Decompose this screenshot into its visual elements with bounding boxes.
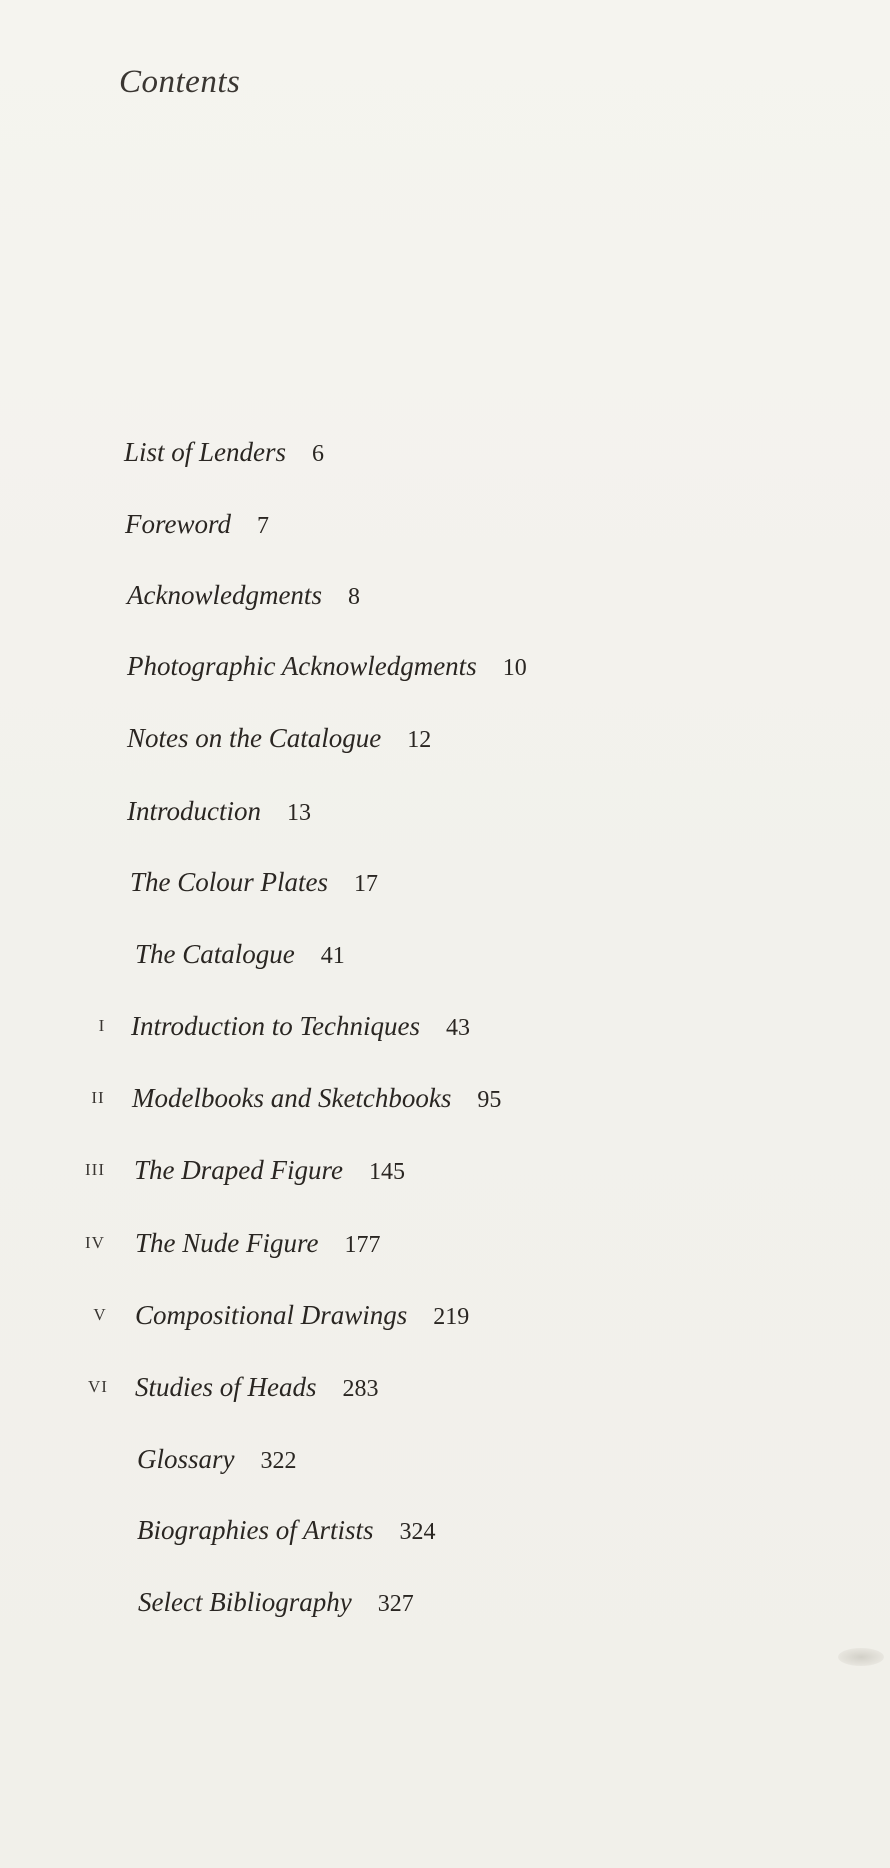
toc-entry xyxy=(127,575,360,615)
toc-entry xyxy=(134,1150,405,1190)
toc-entry-page: 95 xyxy=(477,1087,502,1113)
toc-entry-page: 8 xyxy=(347,584,360,610)
toc-entry-page: 145 xyxy=(368,1159,405,1185)
toc-entry-title: Studies of Heads xyxy=(135,1372,317,1402)
toc-entry-page: 17 xyxy=(354,871,379,897)
toc-entry-title: Introduction xyxy=(127,796,261,826)
toc-entry-page: 6 xyxy=(312,441,325,467)
toc-entry-page: 43 xyxy=(445,1015,470,1041)
toc-entry xyxy=(138,1582,414,1622)
chapter-numeral: I xyxy=(98,1016,106,1035)
toc-entry xyxy=(125,504,269,544)
toc-entry-page: 13 xyxy=(287,800,311,826)
toc-entry-title: The Colour Plates xyxy=(130,867,329,897)
toc-entry-page: 324 xyxy=(399,1519,436,1545)
toc-entry-page: 283 xyxy=(342,1376,379,1402)
toc-entry-page: 41 xyxy=(320,943,345,969)
toc-entry-page: 177 xyxy=(344,1232,381,1258)
toc-entry xyxy=(127,791,311,831)
toc-entry xyxy=(137,1510,436,1550)
toc-entry xyxy=(130,862,378,902)
toc-entry xyxy=(135,1223,380,1263)
toc-entry-title: Notes on the Catalogue xyxy=(127,723,382,753)
toc-entry-title: Select Bibliography xyxy=(138,1587,352,1617)
toc-entry-title: List of Lenders xyxy=(124,437,287,467)
toc-entry xyxy=(127,646,527,686)
toc-entry-title: Introduction to Techniques xyxy=(131,1011,420,1041)
toc-entry-title: The Catalogue xyxy=(135,939,295,969)
toc-entry-title: Compositional Drawings xyxy=(135,1300,408,1330)
toc-entry-page: 219 xyxy=(433,1304,470,1330)
toc-entry xyxy=(135,1367,379,1407)
toc-entry-title: Photographic Acknowledgments xyxy=(127,651,477,681)
toc-entry-page: 12 xyxy=(407,727,432,753)
chapter-numeral: IV xyxy=(85,1233,105,1252)
toc-entry-title: Modelbooks and Sketchbooks xyxy=(132,1083,452,1113)
chapter-numeral: VI xyxy=(88,1377,108,1396)
toc-entry xyxy=(137,1439,297,1479)
toc-entry xyxy=(132,1078,501,1118)
toc-entry-title: The Nude Figure xyxy=(135,1228,319,1258)
chapter-numeral: II xyxy=(91,1088,105,1107)
toc-entry-title: Glossary xyxy=(137,1444,235,1474)
toc-entry-page: 327 xyxy=(377,1591,414,1617)
toc-entry xyxy=(131,1006,470,1046)
toc-entry xyxy=(135,1295,469,1335)
toc-entry xyxy=(127,718,431,758)
toc-entry-title: The Draped Figure xyxy=(134,1155,343,1185)
chapter-numeral: V xyxy=(93,1305,107,1324)
toc-entry-title: Biographies of Artists xyxy=(137,1515,374,1545)
toc-entry-title: Foreword xyxy=(125,509,231,539)
toc-entry-page: 322 xyxy=(260,1448,297,1474)
chapter-numeral: III xyxy=(85,1160,105,1179)
toc-entry xyxy=(124,432,324,472)
contents-heading: Contents xyxy=(119,64,241,100)
toc-entry xyxy=(135,934,345,974)
page-smudge xyxy=(838,1648,884,1666)
toc-entry-page: 10 xyxy=(502,655,527,681)
toc-entry-title: Acknowledgments xyxy=(127,580,322,610)
toc-entry-page: 7 xyxy=(257,513,269,539)
